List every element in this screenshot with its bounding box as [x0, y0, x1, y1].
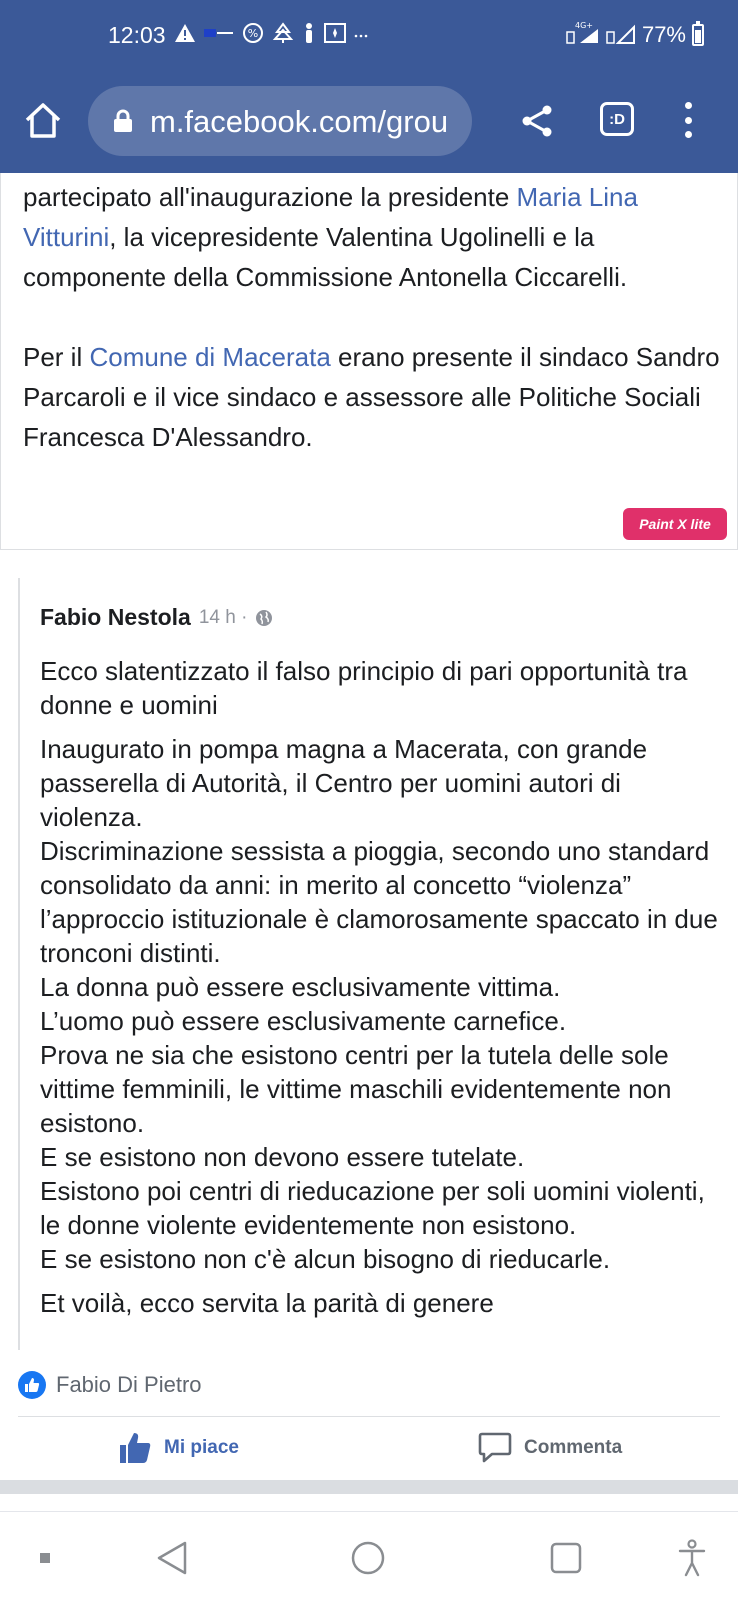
more-notifications-icon — [354, 26, 368, 44]
svg-text:%: % — [247, 26, 259, 40]
comment-button[interactable] — [478, 1429, 622, 1467]
nav-home-button[interactable] — [348, 1538, 388, 1578]
nav-accessibility-button[interactable] — [672, 1538, 712, 1578]
figure-icon — [302, 22, 316, 49]
tree-icon — [272, 22, 294, 49]
menu-dot-icon — [685, 102, 692, 109]
address-bar[interactable] — [88, 86, 472, 156]
app-notification-icon — [204, 26, 234, 45]
url-text: m.facebook.com/grou — [150, 104, 449, 139]
mention-link-comune[interactable]: Comune di Macerata — [89, 342, 331, 372]
recents-square-icon — [549, 1541, 583, 1575]
like-label: Mi piace — [164, 1437, 239, 1458]
system-nav-bar — [0, 1520, 738, 1600]
comment-line: Et voilà, ecco servita la parità di genere — [40, 1288, 494, 1318]
mention-link-vitturini[interactable]: Maria Lina Vitturini — [23, 182, 638, 252]
comment-body — [40, 654, 720, 1320]
reactions-summary[interactable] — [18, 1370, 202, 1400]
shared-post-text — [23, 177, 723, 457]
network-label: 4G+ — [574, 21, 593, 30]
status-right — [566, 22, 704, 48]
comment-line: La donna può essere esclusivamente vittima. — [40, 972, 561, 1002]
warning-icon — [174, 23, 196, 48]
menu-dot-icon — [685, 131, 692, 138]
notification-icons — [174, 22, 368, 48]
comment — [18, 578, 718, 1350]
like-button[interactable] — [118, 1429, 239, 1467]
globe-icon — [255, 609, 273, 627]
shared-paragraph-2: Per il Comune di Macerata erano presente il sindaco Sandro Parcaroli e il vice sindaco e assessore alle Politiche Sociali Francesca D'Alessandro. — [23, 342, 720, 452]
reaction-user-name: Fabio Di Pietro — [56, 1372, 202, 1397]
accessibility-icon — [677, 1539, 707, 1577]
back-triangle-icon — [155, 1540, 189, 1576]
shared-post — [0, 173, 738, 550]
status-bar — [0, 0, 738, 70]
home-icon — [22, 100, 64, 142]
comment-author[interactable]: Fabio Nestola — [40, 604, 191, 630]
shared-paragraph-1: partecipato all'inaugurazione la presidente Maria Lina Vitturini, la vicepresidente Valentina Ugolinelli e la componente della Commissione Antonella Ciccarelli. — [23, 182, 638, 292]
comment-icon — [478, 1432, 512, 1464]
battery-icon — [692, 24, 704, 46]
home-circle-icon — [350, 1540, 386, 1576]
comment-line: L’uomo può essere esclusivamente carnefice. — [40, 1006, 567, 1036]
comment-header — [40, 604, 273, 631]
menu-dot-icon — [685, 117, 692, 124]
comment-line: E se esistono non c'è alcun bisogno di rieducarle. — [40, 1244, 611, 1274]
thumbs-up-icon — [118, 1431, 152, 1465]
share-icon — [520, 104, 554, 138]
paint-watermark: Paint X lite — [623, 508, 727, 540]
signal-icon — [606, 20, 636, 50]
comment-line: Inaugurato in pompa magna a Macerata, con grande passerella di Autorità, il Centro per uomini autori di violenza. — [40, 734, 648, 832]
comment-line: E se esistono non devono essere tutelate. — [40, 1142, 525, 1172]
nav-back-button[interactable] — [152, 1538, 192, 1578]
status-time: 12:03 — [108, 22, 166, 48]
next-post-edge — [0, 1494, 738, 1512]
comment-line: Prova ne sia che esistono centri per la tutela delle sole vittime femminili, le vittime maschili evidentemente non esistono. — [40, 1040, 672, 1138]
browser-chrome — [0, 0, 738, 173]
nav-menu-button[interactable] — [34, 1538, 56, 1578]
lock-icon — [112, 109, 134, 133]
feed-separator — [0, 1480, 738, 1494]
comment-time[interactable]: 14 h · — [198, 606, 248, 628]
gallery-icon — [324, 23, 346, 48]
like-reaction-icon — [18, 1371, 46, 1399]
post-actions — [0, 1417, 738, 1479]
battery-level: 77% — [641, 22, 686, 47]
overflow-menu-button[interactable] — [678, 100, 698, 140]
browser-toolbar — [0, 84, 738, 158]
comment-line: Esistono poi centri di rieducazione per soli uomini violenti, le donne violente evidentemente non esistono. — [40, 1176, 705, 1240]
signal-4g-icon — [566, 20, 600, 50]
comment-line: Discriminazione sessista a pioggia, secondo uno standard consolidato da anni: in merito al concetto “violenza” l’approccio istituzionale è clamorosamente spaccato in due tronconi distinti. — [40, 836, 718, 968]
tab-switcher-button[interactable]: :D — [600, 102, 634, 136]
nav-recents-button[interactable] — [546, 1538, 586, 1578]
share-button[interactable] — [520, 104, 554, 138]
home-button[interactable] — [22, 100, 64, 142]
comment-line: Ecco slatentizzato il falso principio di pari opportunità tra donne e uomini — [40, 656, 688, 720]
small-square-icon — [39, 1552, 51, 1564]
percent-icon — [242, 22, 264, 49]
comment-label: Commenta — [524, 1437, 623, 1458]
